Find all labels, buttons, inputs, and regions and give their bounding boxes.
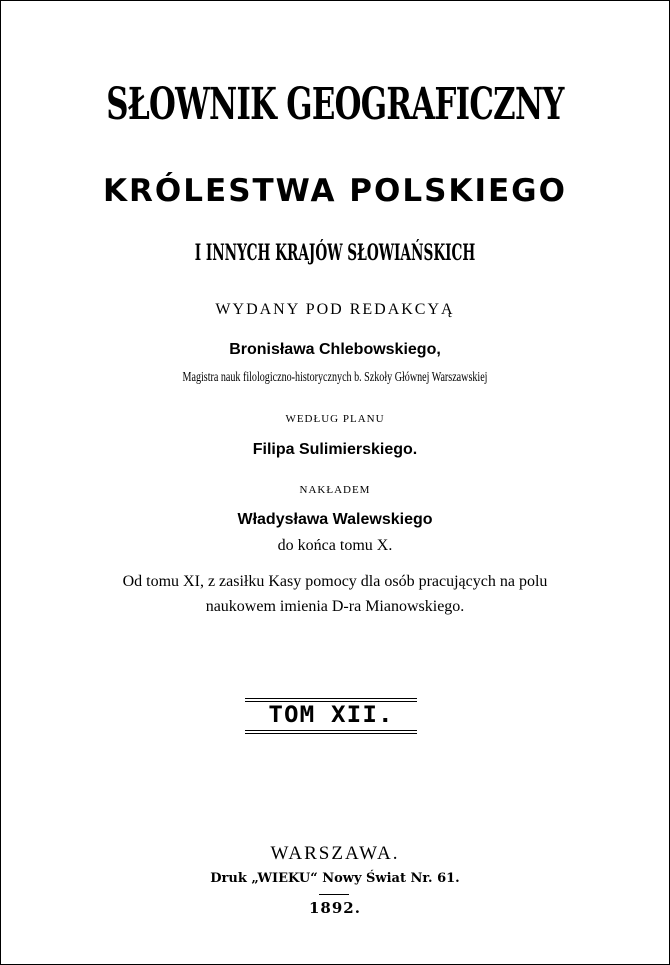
- editor-title: Magistra nauk filologiczno-historycznych b. Szkoły Głównej Warszawskiej: [182, 370, 488, 385]
- year-divider: [319, 894, 349, 895]
- volume-rule-bottom: [245, 733, 417, 734]
- volume-label: TOM XII.: [268, 703, 394, 728]
- volume-rule-top-inner: [245, 701, 417, 702]
- until-volume-note: do końca tomu X.: [277, 537, 393, 554]
- main-title-line-2: KRÓLESTWA POLSKIEGO: [103, 173, 567, 209]
- planner-name: Filipa Sulimierskiego.: [252, 441, 418, 458]
- editor-name: Bronisława Chlebowskiego,: [229, 341, 441, 358]
- support-note-line-2: naukowem imienia D-ra Mianowskiego.: [205, 598, 465, 615]
- edited-by-label: WYDANY POD REDAKCYĄ: [215, 301, 455, 318]
- main-title-line-1: SŁOWNIK GEOGRAFICZNY: [106, 79, 564, 130]
- main-title-line-3: I INNYCH KRAJÓW SŁOWIAŃSKICH: [194, 240, 476, 266]
- support-note-line-1: Od tomu XI, z zasiłku Kasy pomocy dla osób pracujących na polu: [122, 573, 548, 590]
- volume-rule-top: [245, 698, 417, 699]
- published-by-label: NAKŁADEM: [299, 484, 371, 496]
- volume-frame: [245, 698, 417, 734]
- printer-line: Druk „WIEKU“ Nowy Świat Nr. 61.: [210, 871, 460, 886]
- according-to-plan-label: WEDŁUG PLANU: [285, 413, 385, 425]
- imprint-city: WARSZAWA.: [270, 843, 400, 864]
- publisher-name: Władysława Walewskiego: [237, 511, 433, 528]
- publication-year: 1892.: [309, 899, 361, 917]
- volume-rule-bottom-inner: [245, 730, 417, 731]
